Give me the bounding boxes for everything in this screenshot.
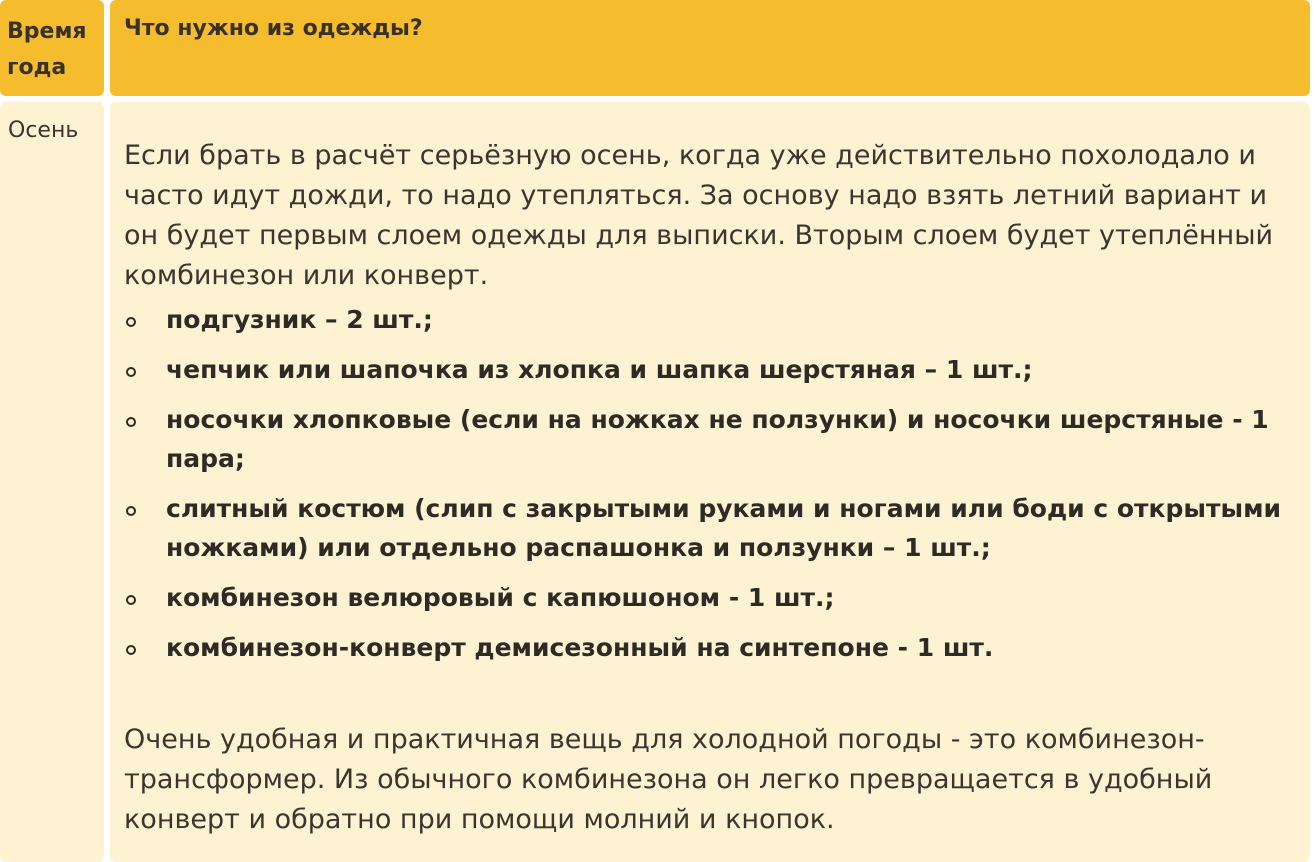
header-season-label: Время года [7,19,87,80]
bullet-circle-icon [126,645,136,655]
list-item [124,489,1304,567]
list-item-text: слитный костюм (слип с закрытыми руками и ногами или боди с открытыми ножками) или отдельно распашонка и ползунки – 1 шт.; [166,494,1282,562]
list-item-text: чепчик или шапочка из хлопка и шапка шерстяная – 1 шт.; [166,355,1033,384]
list-item [124,400,1304,478]
season-label: Осень [8,118,79,143]
list-item [124,628,1304,667]
intro-paragraph: Если брать в расчёт серьёзную осень, когда уже действительно похолодало и часто идут дожди, то надо утепляться. За основу надо взять летний вариант и он будет первым слоем одежды для выписки. Вторым слоем будет утеплённый комбинезон или конверт. [124,140,1274,291]
clothing-list [124,300,1304,678]
bullet-circle-icon [126,595,136,605]
list-item [124,578,1304,617]
bullet-circle-icon [126,417,136,427]
list-item [124,300,1304,339]
header-clothes-label: Что нужно из одежды? [124,16,423,41]
clothes-cell [110,102,1310,862]
season-cell [0,102,104,862]
header-season-cell [0,0,104,96]
list-item-text: комбинезон велюровый с капюшоном - 1 шт.; [166,583,835,612]
bullet-circle-icon [126,367,136,377]
list-item-text: носочки хлопковые (если на ножках не ползунки) и носочки шерстяные - 1 пара; [166,405,1269,473]
header-clothes-cell [110,0,1310,96]
bullet-circle-icon [126,506,136,516]
list-item [124,350,1304,389]
bullet-circle-icon [126,317,136,327]
list-item-text: подгузник – 2 шт.; [166,305,433,334]
list-item-text: комбинезон-конверт демисезонный на синтепоне - 1 шт. [166,633,994,662]
outro-paragraph: Очень удобная и практичная вещь для холодной погоды - это комбинезон-трансформер. Из обычного комбинезона он легко превращается в удобный конверт и обратно при помощи молний и кнопок. [124,724,1213,835]
